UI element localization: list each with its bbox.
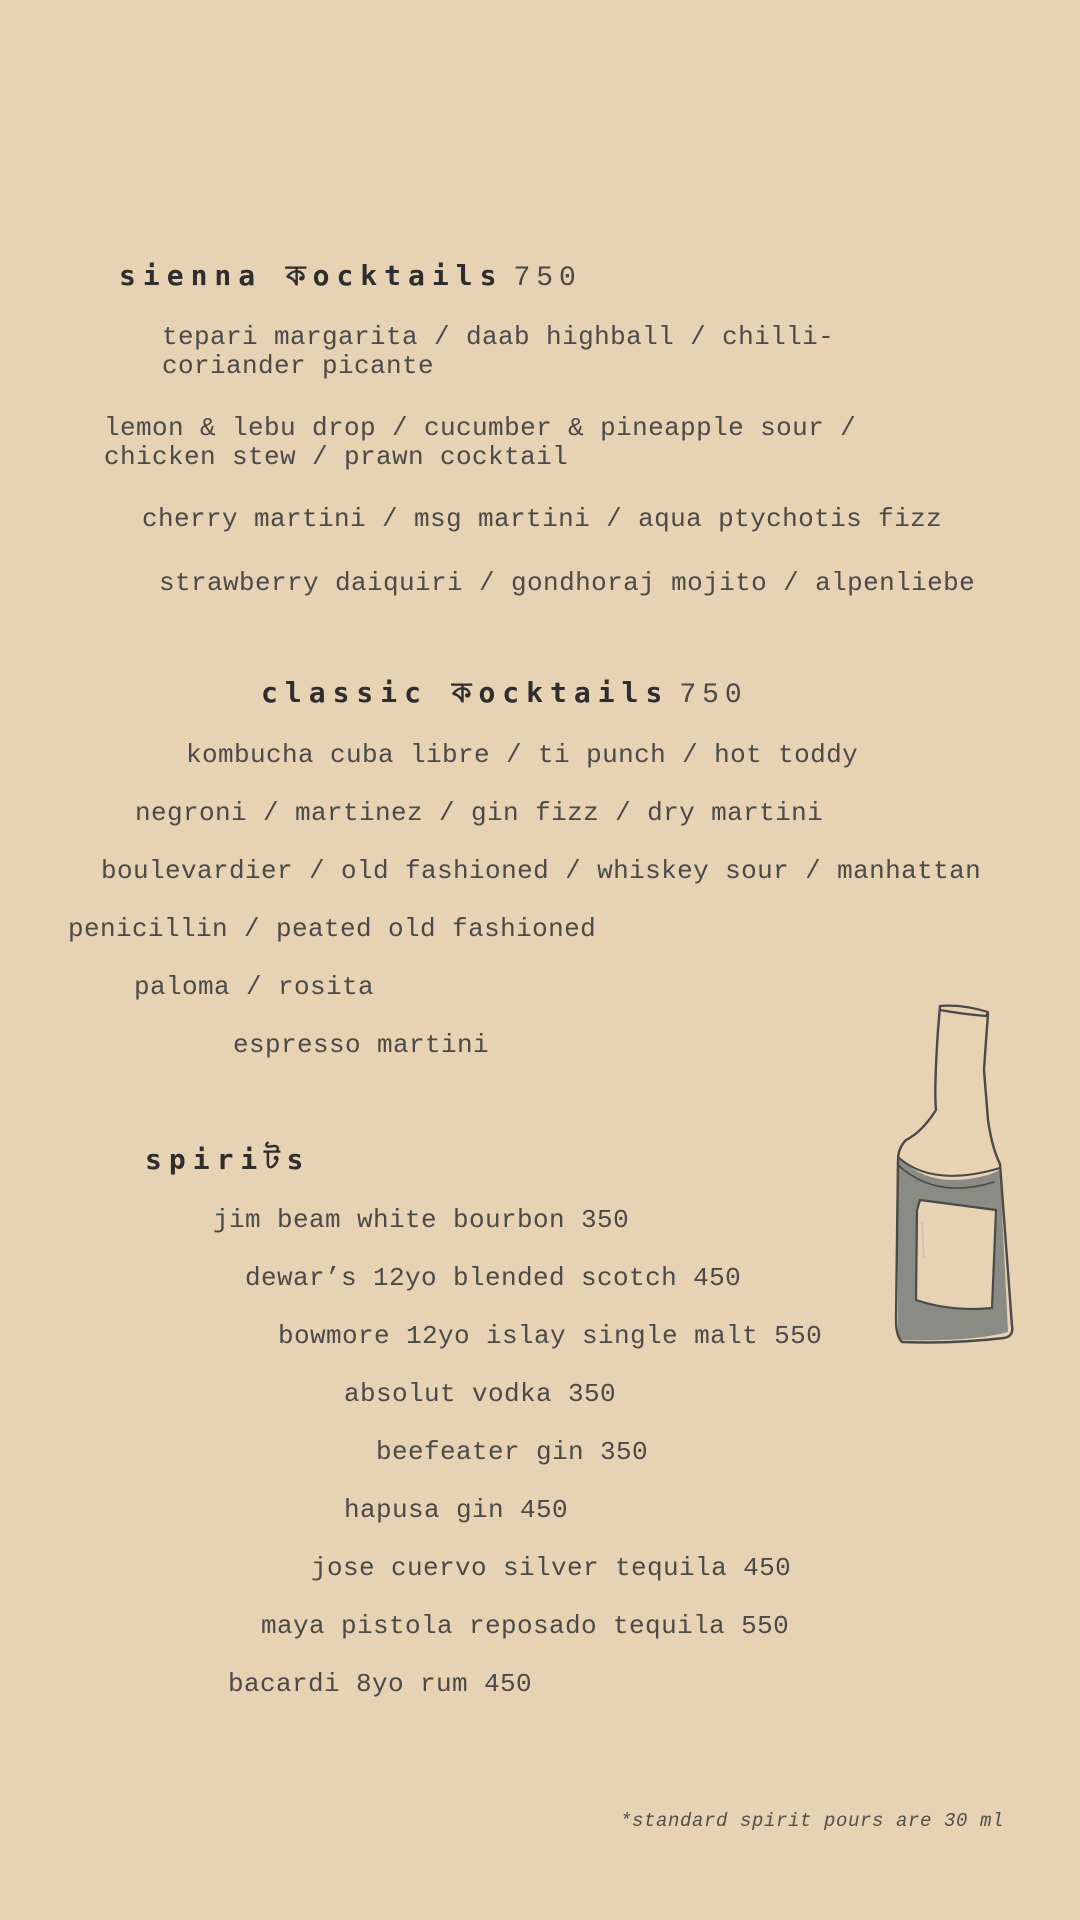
heading-sienna-cocktails [119,254,582,301]
spirit-item: bowmore 12yo islay single malt 550 [278,1321,823,1351]
menu-item-line: kombucha cuba libre / ti punch / hot toddy [186,740,859,770]
heading-classic-price: 750 [679,680,748,711]
bottle-icon [892,1000,1028,1360]
heading-classic-title: classic কocktails [261,676,670,709]
menu-item-line: tepari margarita / daab highball / chilli-coriander picante [162,322,835,381]
spirit-item: jose cuervo silver tequila 450 [311,1553,792,1583]
spirit-item: maya pistola reposado tequila 550 [261,1611,790,1641]
heading-spirits-title: spiriটs [145,1143,311,1176]
spirit-item: jim beam white bourbon 350 [213,1205,630,1235]
spirit-item: beefeater gin 350 [376,1437,649,1467]
heading-spirits [145,1138,310,1185]
menu-item-line: negroni / martinez / gin fizz / dry martini [135,798,824,828]
menu-item-line: penicillin / peated old fashioned [68,914,597,944]
menu-item-line: espresso martini [233,1030,490,1060]
heading-classic-cocktails [261,671,748,718]
spirit-item: hapusa gin 450 [344,1495,569,1525]
menu-item-line: boulevardier / old fashioned / whiskey sour / manhattan [101,856,982,886]
heading-sienna-price: 750 [513,263,582,294]
menu-item-line: cherry martini / msg martini / aqua ptychotis fizz [142,504,943,534]
spirit-item: dewar’s 12yo blended scotch 450 [245,1263,742,1293]
menu-item-line: paloma / rosita [134,972,375,1002]
heading-sienna-title: sienna কocktails [119,259,504,292]
spirit-item: bacardi 8yo rum 450 [228,1669,533,1699]
menu-item-line: strawberry daiquiri / gondhoraj mojito / alpenliebe [159,568,976,598]
menu-item-line: lemon & lebu drop / cucumber & pineapple sour / chicken stew / prawn cocktail [104,413,857,472]
spirit-item: absolut vodka 350 [344,1379,617,1409]
footnote: *standard spirit pours are 30 ml [620,1810,1005,1832]
